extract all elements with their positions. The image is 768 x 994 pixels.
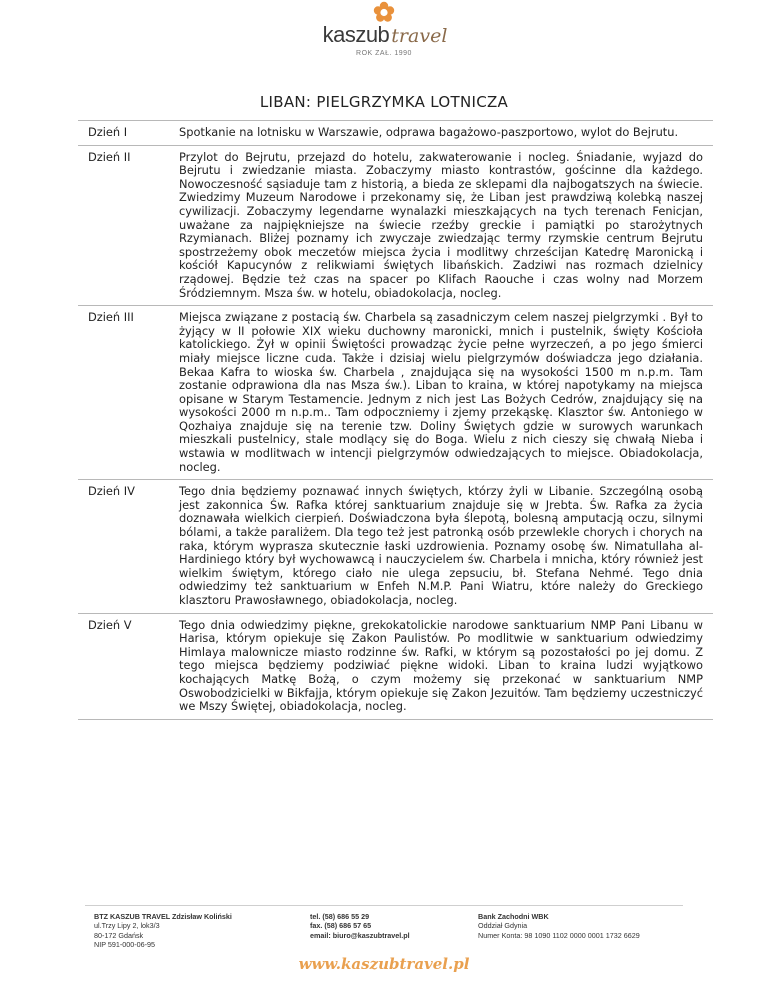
contact-fax: fax. (58) 686 57 65 [310,921,372,931]
footer-bank-info [478,912,698,940]
day-label: Dzień I [88,125,128,139]
table-row [78,306,713,480]
footer-company-info [94,912,294,950]
day-label: Dzień V [88,617,132,632]
bank-branch: Oddział Gdynia [478,921,528,931]
day-description: Tego dnia będziemy poznawać innych świętych, którzy żyli w Libanie. Szczególną osobą jest zakonnica Św. Rafka której sanktuarium znajduje się w Jrebta. Św. Rafka za życia doznawała wielkich cierpień. Doświadczona była ślepotą, bolesną amputacją oczu, silnymi bólami, a także paraliżem. Dla tego też jest patronką osób przewlekle chorych i chorych na raka, którym wyprasza skutecznie łaski uzdrowienia. Poznamy osobę św. Nimatullaha al-Hardiniego który był wychowawcą i nauczycielem św. Charbela i mnicha, który również jest wielkim świętym, którego ciało nie ulega zepsuciu, bł. Stefana Nehmé. Tego dnia odwiedzimy też sanktuarium w Enfeh N.M.P. Pani Wiatru, które należy do Greckiego klasztoru Prawosławnego, obiadokolacja, nocleg. [179,484,703,607]
day-label: Dzień III [88,310,134,325]
flower-icon [372,1,396,23]
logo-main-text: kaszub [322,22,390,47]
footer-contact-info [310,912,490,940]
day-description: Tego dnia odwiedzimy piękne, grekokatolickie narodowe sanktuarium NMP Pani Libanu w Harisa, którym opiekuje się Zakon Paulistów. Po modlitwie w sanktuarium odwiedzimy Himlaya malownicze miasto rodzinne św. Rafki, w którym są pozostałości po jej domu. Z tego miejsca będziemy podziwiać piękne widoki. Liban to kraina ludzi wyjątkowo kochających Matkę Bożą, o czym możemy się przekonać w sanktuarium NMP Oswobodzicielki w Bikfajja, którym opiekuje się Zakon Jezuitów. Tam będziemy uczestniczyć we Mszy Świętej, obiadokolacja, nocleg. [179,617,703,714]
logo-wordmark [315,22,455,46]
day-description: Spotkanie na lotnisku w Warszawie, odprawa bagażowo-paszportowo, wylot do Bejrutu. [179,125,679,139]
table-row [78,121,713,146]
website-link[interactable]: www.kaszubtravel.pl [298,955,470,973]
company-nip: NIP 591-000-06-95 [94,940,156,950]
itinerary-table [78,120,713,720]
bank-name: Bank Zachodni WBK [478,912,549,921]
bank-account: Numer Konta: 98 1090 1102 0000 0001 1732 6629 [478,930,640,940]
footer-divider [85,905,683,906]
day-label: Dzień IV [88,484,135,499]
table-row [78,480,713,613]
company-name: BTZ KASZUB TRAVEL Zdzisław Koliński [94,912,232,921]
contact-email[interactable]: email: biuro@kaszubtravel.pl [310,930,410,940]
contact-tel: tel. (58) 686 55 29 [310,912,370,921]
day-description: Miejsca związane z postacią św. Charbela są zasadniczym celem naszej pielgrzymki . Był to żyjący w II połowie XIX wieku duchowny maronicki, mnich i pustelnik, święty Kościoła katolickiego. Żył w opinii Świętości prowadząc życie pełne wyrzeczeń, a po jego śmierci miały miejsce liczne cuda. Także i dzisiaj wielu pielgrzymów doświadcza jego działania. Bekaa Kafra to wioska św. Charbela , znajdująca się na wysokości 1500 m n.p.m. Tam zostanie odprawiona dla nas Msza św.). Liban to kraina, w której napotykamy na miejsca opisane w Starym Testamencie. Jednym z nich jest Las Bożych Cedrów, znajdujący się na wysokości 2000 m n.p.m.. Tam odpoczniemy i zjemy przekąskę. Klasztor św. Antoniego w Qozhaiya znajduje się na terenie tzw. Doliny Świętych gdzie w surowych warunkach mieszkali pustelnicy, stale modlący się do Boga. Wielu z nich cieszy się chwałą Nieba i wstawia w modlitwach w intencji pielgrzymów odwiedzających to miejsce. Obiadokolacja, nocleg. [179,310,703,474]
company-street: ul.Trzy Lipy 2, lok3/3 [94,921,160,931]
company-logo [0,0,768,64]
day-description: Przylot do Bejrutu, przejazd do hotelu, zakwaterowanie i nocleg. Śniadanie, wyjazd do Bejrutu i zwiedzanie miasta. Zobaczymy miasto kontrastów, gościnne dla każdego. Nowoczesność sąsiaduje tam z historią, a bieda ze sklepami dla najbogatszych na świecie. Zwiedzimy Muzeum Narodowe i przekonamy się, że Liban jest prawdziwą kolebką naszej cywilizacji. Zobaczymy legendarne wynalazki mieszkających na tych terenach Fenicjan, uważane za najpiękniejsze na świecie rzeźby greckie i pamiątki po starożytnych Rzymianach. Bliżej poznamy ich zwyczaje zwiedzając termy rzymskie centrum Bejrutu spostrzeżemy obok meczetów miejsca życia i modlitwy chrześcijan Katedrę Maronicką i kościół Kapucynów z relikwiami świętych libańskich. Zadziwi nas rozmach dzielnicy rządowej. Będzie też czas na spacer po Klifach Raouche i czas wolny nad Morzem Śródziemnym. Msza św. w hotelu, obiadokolacja, nocleg. [179,149,703,300]
table-row [78,613,713,719]
day-label: Dzień II [88,149,131,164]
table-row [78,145,713,306]
logo-script-text: travel [391,25,448,47]
company-city: 80-172 Gdańsk [94,930,144,940]
logo-tagline: ROK ZAŁ. 1990 [356,50,412,57]
page-title: LIBAN: PIELGRZYMKA LOTNICZA [259,93,509,111]
